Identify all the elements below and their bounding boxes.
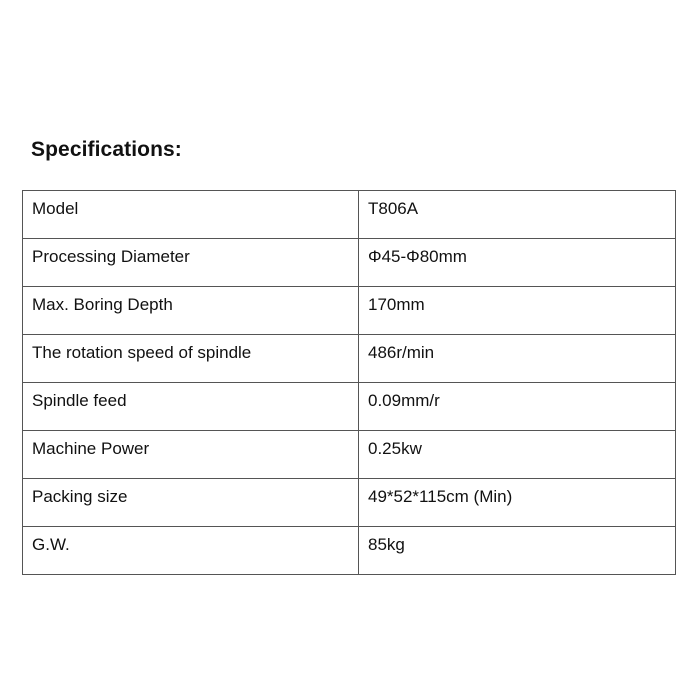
spec-label: Spindle feed (32, 391, 127, 410)
spec-value: 0.09mm/r (368, 391, 440, 410)
spec-label-cell (23, 335, 359, 383)
spec-value-cell (359, 527, 676, 575)
spec-label: Machine Power (32, 439, 150, 458)
spec-value-cell (359, 191, 676, 239)
spec-label-cell (23, 479, 359, 527)
spec-label: Max. Boring Depth (32, 295, 173, 314)
spec-value: 170mm (368, 295, 425, 314)
spec-label: Processing Diameter (32, 247, 190, 266)
table-row (23, 527, 676, 575)
specifications-table (22, 190, 676, 575)
spec-value: Φ45-Φ80mm (368, 247, 467, 266)
spec-label: Model (32, 199, 79, 218)
spec-value-cell (359, 239, 676, 287)
table-row (23, 191, 676, 239)
spec-value-cell (359, 479, 676, 527)
table-row (23, 335, 676, 383)
spec-value: 486r/min (368, 343, 435, 362)
table-row (23, 239, 676, 287)
spec-value: 85kg (368, 535, 405, 554)
spec-label: The rotation speed of spindle (32, 343, 252, 362)
table-row (23, 479, 676, 527)
spec-label-cell (23, 287, 359, 335)
spec-label-cell (23, 239, 359, 287)
spec-label-cell (23, 383, 359, 431)
page-title: Specifications: (31, 138, 182, 161)
spec-label: Packing size (32, 487, 128, 506)
spec-value: 0.25kw (368, 439, 422, 458)
table-row (23, 383, 676, 431)
table-row (23, 431, 676, 479)
spec-value-cell (359, 287, 676, 335)
spec-value: 49*52*115cm (Min) (368, 487, 513, 506)
table-row (23, 287, 676, 335)
spec-value-cell (359, 431, 676, 479)
spec-value: T806A (368, 199, 419, 218)
spec-label: G.W. (32, 535, 70, 554)
spec-value-cell (359, 335, 676, 383)
spec-label-cell (23, 431, 359, 479)
spec-label-cell (23, 191, 359, 239)
spec-value-cell (359, 383, 676, 431)
spec-label-cell (23, 527, 359, 575)
